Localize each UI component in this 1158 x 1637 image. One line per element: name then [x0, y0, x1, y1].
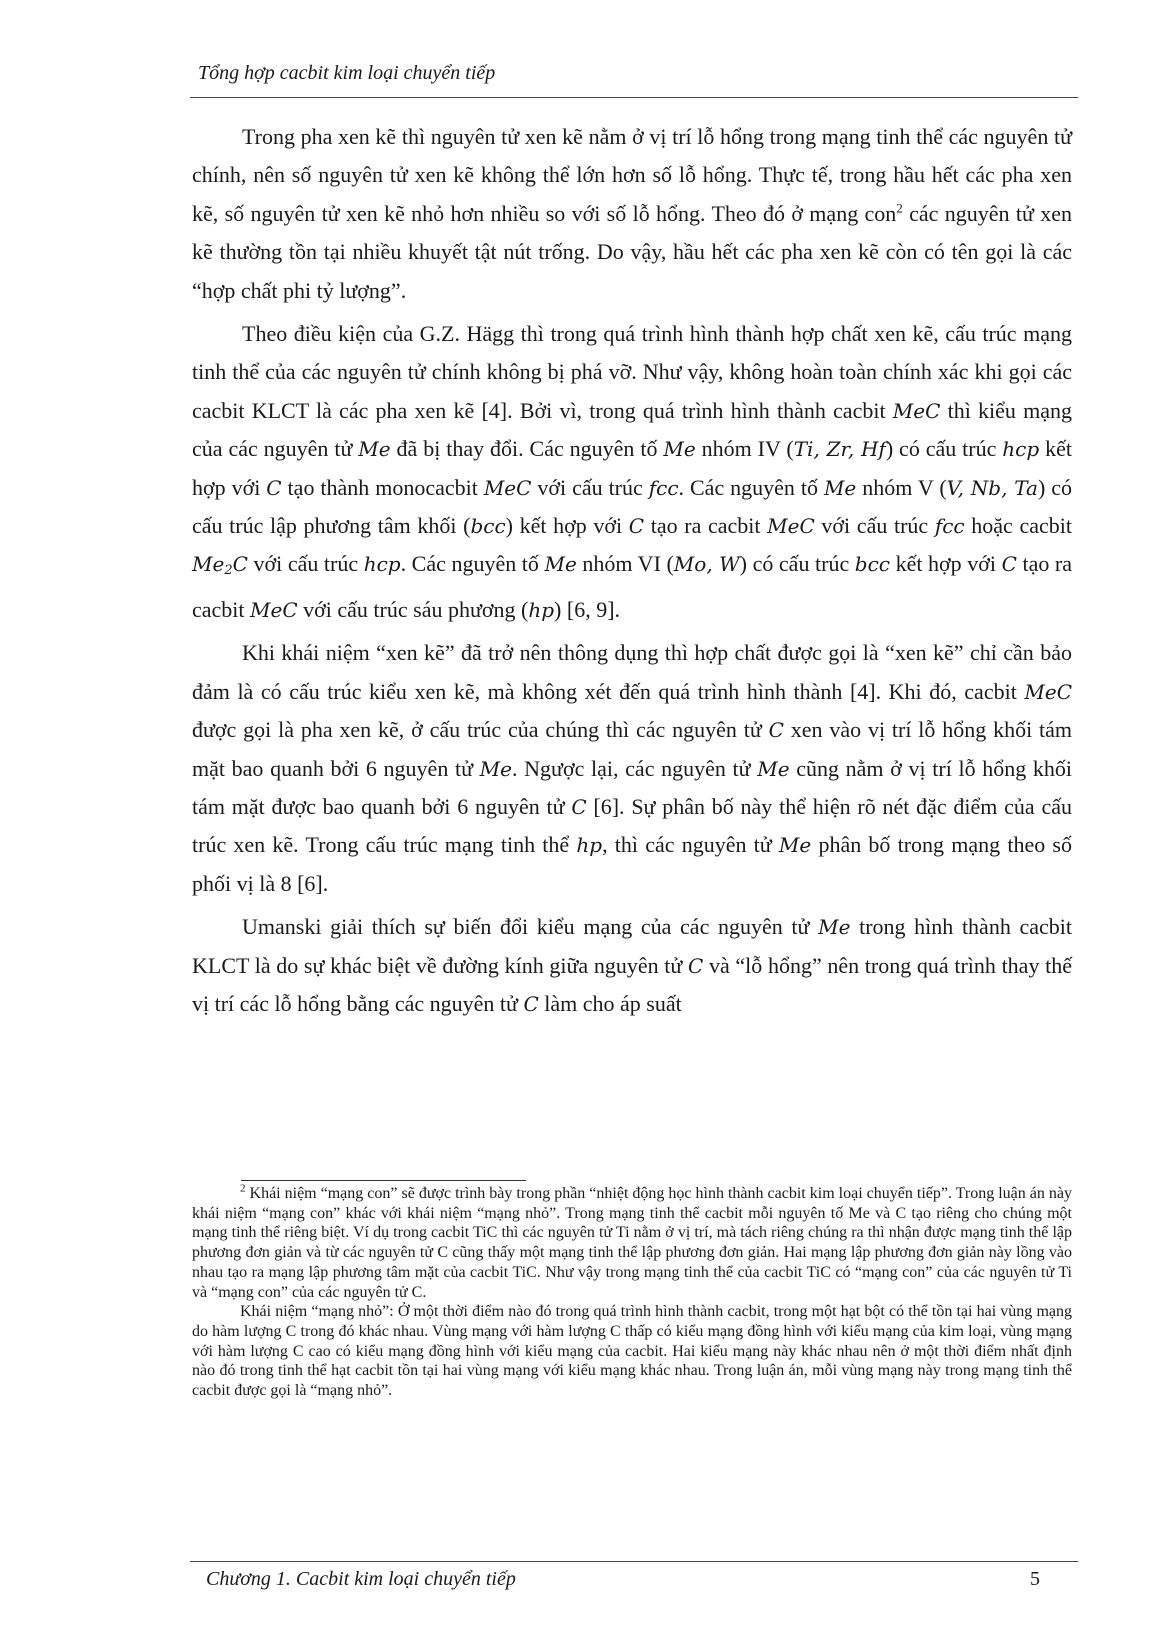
- header-rule: [190, 97, 1078, 98]
- footer-rule: [190, 1561, 1078, 1562]
- paragraph-4: Umanski giải thích sự biến đổi kiểu mạng của các nguyên tử Me trong hình thành cacbit KLCT là do sự khác biệt về đường kính giữa nguyên tử C và “lỗ hổng” nên trong quá trình thay thế vị trí các lỗ hổng bằng các nguyên tử C làm cho áp suất: [192, 914, 1072, 1016]
- footnote-ref[interactable]: 2: [896, 200, 903, 216]
- footnote-2-continued: Khái niệm “mạng nhỏ”: Ở một thời điểm nào đó trong quá trình hình thành cacbit, trong một hạt bột có thể tồn tại hai vùng mạng do hàm lượng C trong đó khác nhau. Vùng mạng với hàm lượng C thấp có kiểu mạng đồng hình với kiểu mạng của kim loại, vùng mạng với hàm lượng C cao có kiểu mạng đồng hình với kiểu mạng của cacbit. Hai kiểu mạng này khác nhau nên ở một thời điểm nhất định nào đó trong tinh thể hạt cacbit tồn tại hai vùng mạng với kiểu mạng khác nhau. Trong luận án, mỗi vùng mạng này trong mạng tinh thể cacbit được gọi là “mạng nhỏ”.: [192, 1303, 1072, 1400]
- paragraph-1: Trong pha xen kẽ thì nguyên tử xen kẽ nằm ở vị trí lỗ hổng trong mạng tinh thể các nguyên tử chính, nên số nguyên tử xen kẽ không thể lớn hơn số lỗ hổng. Thực tế, trong hầu hết các pha xen kẽ, số nguyên tử xen kẽ nhỏ hơn nhiều so với số lỗ hổng. Theo đó ở mạng con$^2$ các nguyên tử xen kẽ thường tồn tại nhiều khuyết tật nút trống. Do vậy, hầu hết các pha xen kẽ còn có tên gọi là các “hợp chất phi tỷ lượng”.: [192, 124, 1073, 303]
- body-text: [192, 118, 1072, 1023]
- footnote-mark: 2: [240, 1182, 246, 1195]
- running-header: Tổng hợp cacbit kim loại chuyển tiếp: [198, 62, 496, 84]
- footnote-separator: [241, 1180, 526, 1181]
- footnote-2: $^2$ Khái niệm “mạng con” sẽ được trình bày trong phần “nhiệt động học hình thành cacbit kim loại chuyển tiếp”. Trong luận án này khái niệm “mạng con” khác với khái niệm “mạng nhỏ”. Trong mạng tinh thể cacbit mỗi nguyên tố Me và C tạo riêng cho chúng một mạng tinh thể riêng biệt. Ví dụ trong cacbit TiC thì các nguyên tử Ti nằm ở vị trí, mà tách riêng chúng ra thì nhận được mạng tinh thể lập phương đơn giản và từ các nguyên tử C cũng thấy một mạng tinh thể lập phương đơn giản. Hai mạng lập phương đơn giản này lồng vào nhau tạo ra mạng lập phương tâm mặt của cacbit TiC. Như vậy trong mạng tinh thể của cacbit TiC có “mạng con” của các nguyên tử Ti và “mạng con” của các nguyên tử C.: [192, 1182, 1072, 1301]
- paragraph-3: Khi khái niệm “xen kẽ” đã trở nên thông dụng thì hợp chất được gọi là “xen kẽ” chỉ cần bảo đảm là có cấu trúc kiểu xen kẽ, mà không xét đến quá trình hình thành [4]. Khi đó, cacbit MeC được gọi là pha xen kẽ, ở cấu trúc của chúng thì các nguyên tử C xen vào vị trí lỗ hổng khối tám mặt bao quanh bởi 6 nguyên tử Me. Ngược lại, các nguyên tử Me cũng nằm ở vị trí lỗ hổng khối tám mặt được bao quanh bởi 6 nguyên tử C [6]. Sự phân bố này thể hiện rõ nét đặc điểm của cấu trúc xen kẽ. Trong cấu trúc mạng tinh thể hp, thì các nguyên tử Me phân bố trong mạng theo số phối vị là 8 [6].: [192, 640, 1073, 896]
- paragraph-2: Theo điều kiện của G.Z. Hägg thì trong quá trình hình thành hợp chất xen kẽ, cấu trúc mạng tinh thể của các nguyên tử chính không bị phá vỡ. Như vậy, không hoàn toàn chính xác khi gọi các cacbit KLCT là các pha xen kẽ [4]. Bởi vì, trong quá trình hình thành cacbit MeC thì kiểu mạng của các nguyên tử Me đã bị thay đổi. Các nguyên tố Me nhóm IV (Ti, Zr, Hf) có cấu trúc hcp kết hợp với C tạo thành monocacbit MeC với cấu trúc fcc. Các nguyên tố Me nhóm V (V, Nb, Ta) có cấu trúc lập phương tâm khối (bcc) kết hợp với C tạo ra cacbit MeC với cấu trúc fcc hoặc cacbit $Me_2C$ với cấu trúc hcp. Các nguyên tố Me nhóm VI (Mo, W) có cấu trúc bcc kết hợp với C tạo ra cacbit MeC với cấu trúc sáu phương (hp) [6, 9].: [192, 321, 1073, 622]
- footer-chapter-title: Chương 1. Cacbit kim loại chuyển tiếp: [206, 1568, 516, 1590]
- footnotes: [192, 1184, 1072, 1401]
- page-number: 5: [1030, 1568, 1040, 1590]
